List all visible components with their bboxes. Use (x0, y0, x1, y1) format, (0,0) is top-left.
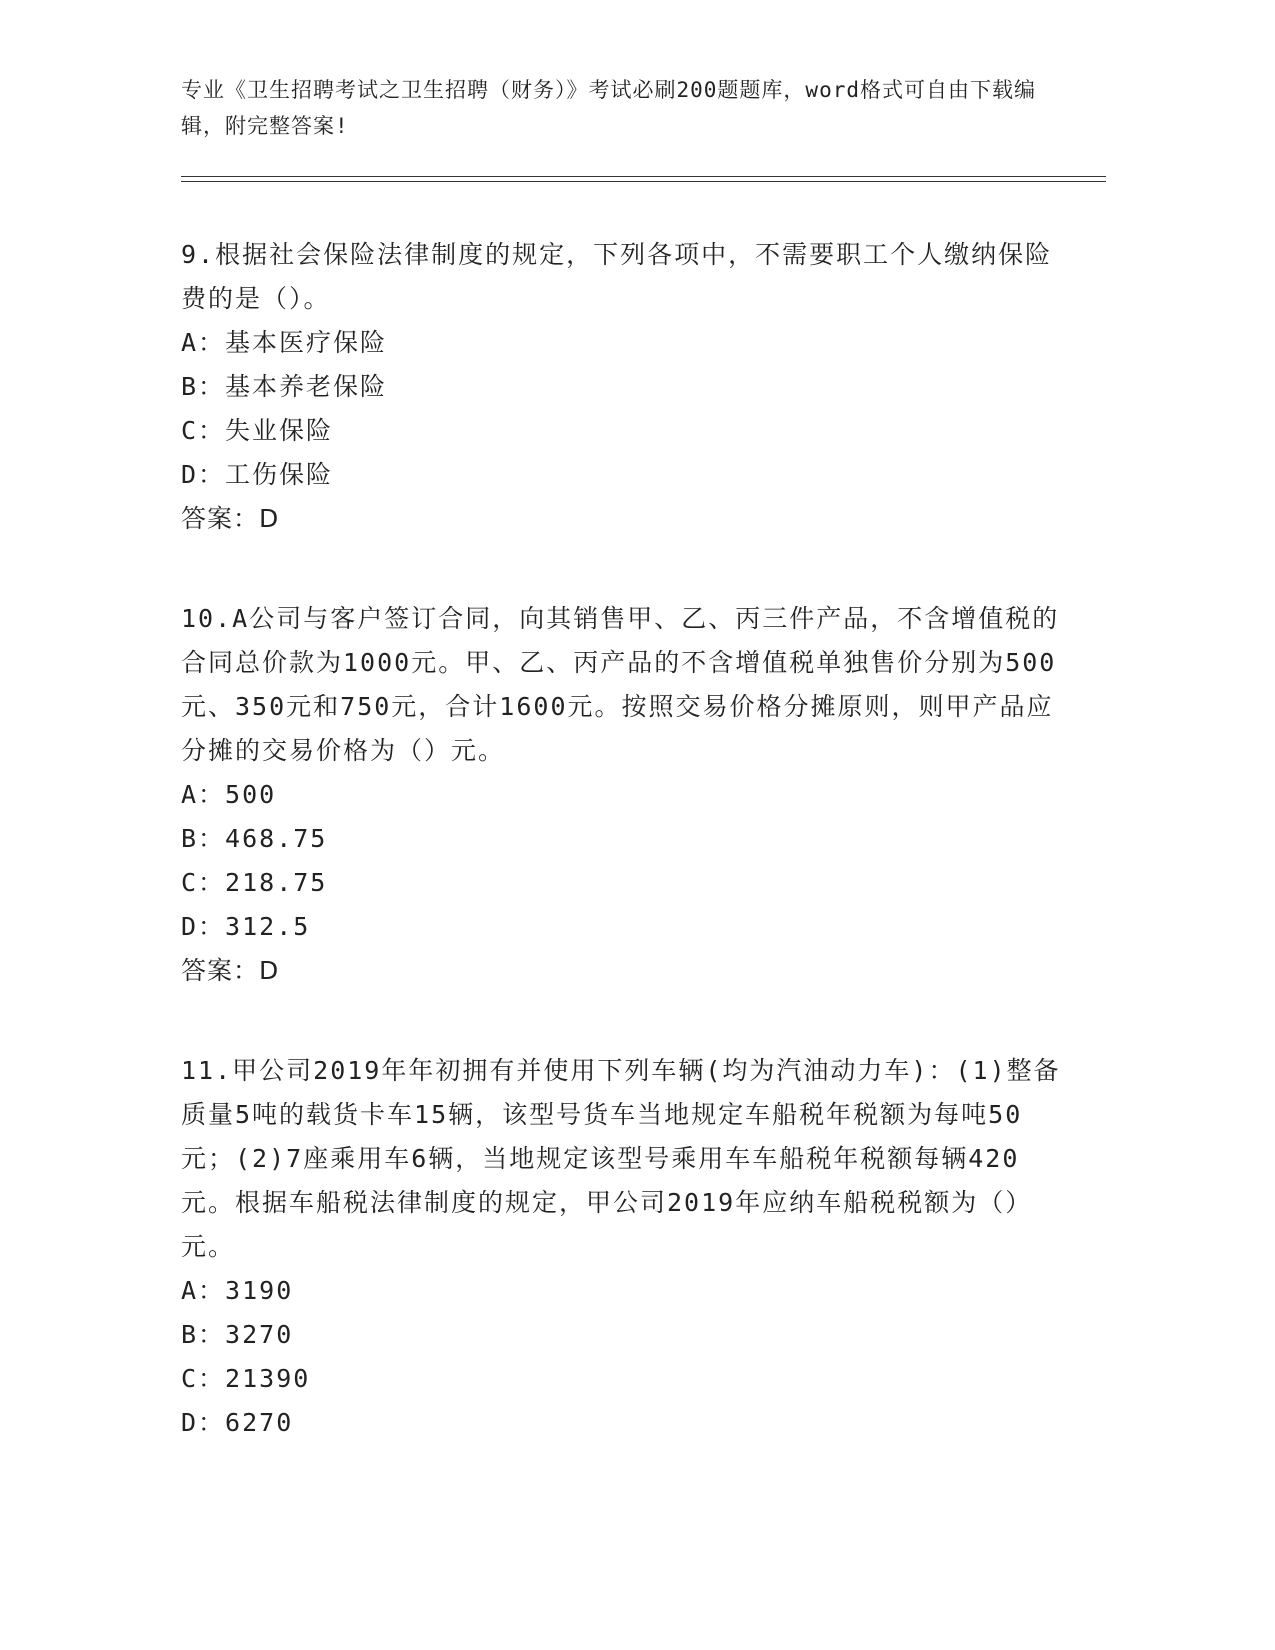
option-a: A：基本医疗保险 (181, 328, 388, 357)
option-b: B：3270 (181, 1320, 294, 1349)
option-c: C：失业保险 (181, 416, 334, 445)
option-c: C：21390 (181, 1364, 311, 1393)
answer-line: 答案：D (181, 956, 280, 985)
option-d: D：312.5 (181, 912, 311, 941)
question-stem: 11.甲公司2019年年初拥有并使用下列车辆(均为汽油动力车)：(1)整备质量5吨的载货卡车15辆，该型号货车当地规定车船税年税额为每吨50元；(2)7座乘用车6辆，当地规定该型号乘用车车船税年税额每辆420元。根据车船税法律制度的规定，甲公司2019年应纳车船税税额为（）元。 (181, 1056, 1061, 1261)
question-9 (181, 233, 1061, 541)
option-c: C：218.75 (181, 868, 328, 897)
question-11 (181, 1049, 1061, 1445)
question-list (181, 233, 1061, 1501)
option-b: B：基本养老保险 (181, 372, 388, 401)
question-stem: 10.A公司与客户签订合同，向其销售甲、乙、丙三件产品，不含增值税的合同总价款为1000元。甲、乙、丙产品的不含增值税单独售价分别为500元、350元和750元，合计1600元。按照交易价格分摊原则，则甲产品应分摊的交易价格为（）元。 (181, 604, 1060, 765)
option-d: D：工伤保险 (181, 460, 334, 489)
option-b: B：468.75 (181, 824, 328, 853)
answer-line: 答案：D (181, 504, 280, 533)
header-divider-bottom (181, 181, 1106, 182)
header-divider-top (181, 176, 1106, 177)
question-10 (181, 597, 1061, 993)
option-a: A：3190 (181, 1276, 294, 1305)
option-d: D：6270 (181, 1408, 294, 1437)
option-a: A：500 (181, 780, 277, 809)
document-header: 专业《卫生招聘考试之卫生招聘（财务）》考试必刷200题题库，word格式可自由下载编辑，附完整答案! (181, 78, 1036, 138)
question-stem: 9.根据社会保险法律制度的规定，下列各项中，不需要职工个人缴纳保险费的是（）。 (181, 240, 1053, 313)
